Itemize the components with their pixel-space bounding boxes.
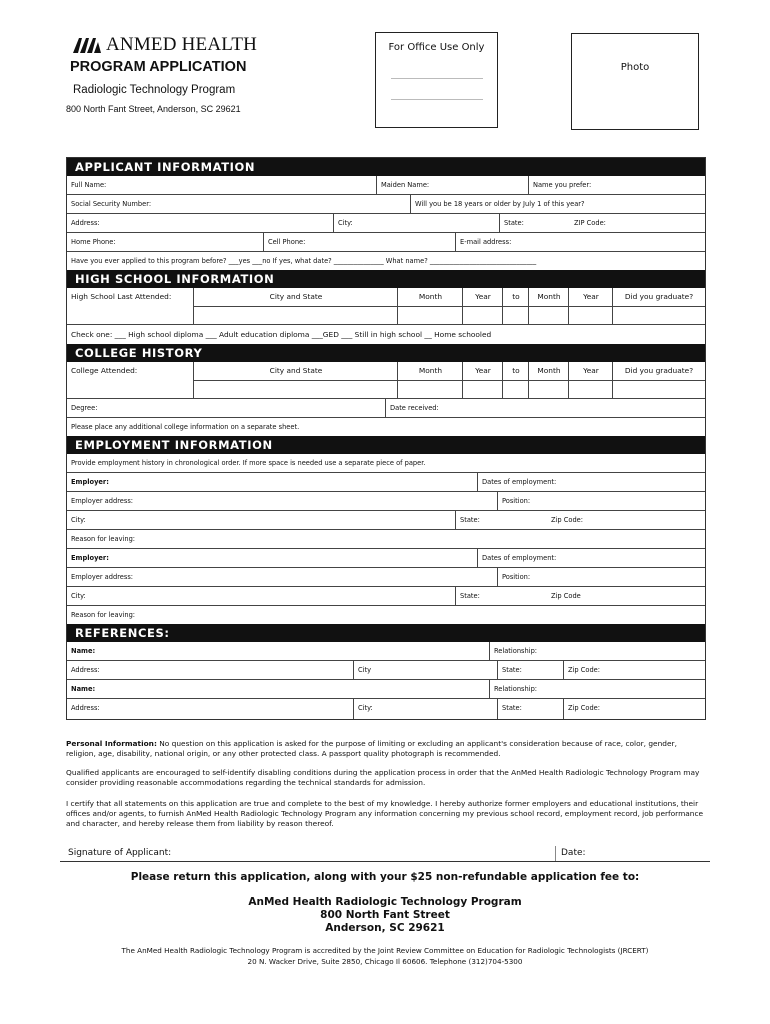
full-name-field[interactable]: Full Name: — [71, 180, 107, 189]
reference-2-zip-field[interactable]: Zip Code: — [563, 699, 705, 719]
section-header-college: COLLEGE HISTORY — [67, 344, 705, 362]
college-name-label: College Attended: — [71, 366, 138, 375]
hs-name-field[interactable] — [67, 288, 193, 324]
college-graduate-field[interactable] — [612, 362, 705, 398]
position-2-field[interactable]: Position: — [497, 568, 705, 586]
accreditation-line-2: 20 N. Wacker Drive, Suite 2850, Chicago Il 60606. Telephone (312)704-5300 — [247, 957, 523, 966]
employer-address-1-field[interactable]: Employer address: — [71, 496, 134, 505]
employer-address-2-field[interactable]: Employer address: — [71, 572, 134, 581]
city-field[interactable]: City: — [333, 214, 500, 232]
college-year2-label: Year — [583, 366, 599, 375]
signature-divider — [555, 846, 556, 861]
maiden-name-field[interactable]: Maiden Name: — [376, 176, 529, 194]
form-row — [67, 567, 705, 586]
hs-year-label: Year — [475, 292, 491, 301]
reference-2-state-field[interactable]: State: — [497, 699, 564, 719]
form-row — [67, 491, 705, 510]
signature-label: Signature of Applicant: — [68, 848, 172, 858]
applied-before-field[interactable]: Have you ever applied to this program before? ___yes ___no If yes, what date? _______________ What name? ________________________________ — [71, 256, 537, 265]
employer-city-1-field[interactable]: City: — [71, 515, 86, 524]
form-row — [67, 454, 705, 472]
employer-1-field[interactable]: Employer: — [71, 477, 109, 486]
reason-leaving-2-field[interactable]: Reason for leaving: — [71, 610, 136, 619]
reference-1-address-field[interactable]: Address: — [71, 665, 100, 674]
form-row — [67, 232, 705, 251]
college-city-state-label: City and State — [269, 366, 323, 375]
cell-phone-field[interactable]: Cell Phone: — [263, 233, 456, 251]
section-header-employment: EMPLOYMENT INFORMATION — [67, 436, 705, 454]
form-row — [67, 642, 705, 660]
address-field[interactable]: Address: — [71, 218, 100, 227]
reference-2-city-field[interactable]: City: — [353, 699, 498, 719]
form-row — [67, 417, 705, 436]
office-use-line — [391, 99, 483, 100]
hs-to-cell — [502, 288, 529, 324]
signature-line[interactable] — [60, 861, 710, 862]
personal-information-label: Personal Information: — [66, 739, 157, 748]
hs-end-month-field[interactable] — [528, 288, 569, 324]
reason-leaving-1-field[interactable]: Reason for leaving: — [71, 534, 136, 543]
hs-city-state-label: City and State — [269, 292, 323, 301]
form-row — [67, 472, 705, 491]
hs-name-label: High School Last Attended: — [71, 292, 172, 301]
ssn-field[interactable]: Social Security Number: — [71, 199, 152, 208]
date-received-field[interactable]: Date received: — [385, 399, 705, 417]
college-year-label: Year — [475, 366, 491, 375]
hs-start-year-field[interactable] — [462, 288, 503, 324]
hs-month2-label: Month — [537, 292, 561, 301]
employer-zip-2-field[interactable]: Zip Code — [551, 591, 581, 600]
college-start-year-field[interactable] — [462, 362, 503, 398]
state-field[interactable]: State: — [499, 214, 570, 232]
reference-2-relationship-field[interactable]: Relationship: — [489, 680, 705, 698]
office-use-label: For Office Use Only — [388, 42, 485, 53]
form-row — [67, 176, 705, 194]
employer-state-2-field[interactable]: State: — [455, 587, 546, 605]
reference-1-name-field[interactable]: Name: — [71, 646, 96, 655]
form-row — [67, 194, 705, 213]
form-row — [67, 510, 705, 529]
age-question-field[interactable]: Will you be 18 years or older by July 1 of this year? — [410, 195, 705, 213]
accreditation-line-1: The AnMed Health Radiologic Technology Program is accredited by the Joint Review Committee on Education for Radiologic Technologists (JRCERT) — [121, 946, 649, 955]
hs-graduate-field[interactable] — [612, 288, 705, 324]
reference-1-city-field[interactable]: City — [353, 661, 498, 679]
application-form — [66, 157, 706, 720]
personal-information-paragraph — [66, 739, 706, 759]
office-use-box — [375, 32, 498, 128]
form-row — [67, 548, 705, 567]
college-graduate-label: Did you graduate? — [624, 366, 694, 375]
hs-diploma-check-row[interactable]: Check one: ___ High school diploma ___ Adult education diploma ___GED ___ Still in high school __ Home schooled — [67, 324, 705, 344]
return-address-line-1: AnMed Health Radiologic Technology Program — [248, 896, 522, 908]
return-instructions: Please return this application, along with your $25 non-refundable application fee to: — [130, 871, 640, 883]
home-phone-field[interactable]: Home Phone: — [71, 237, 116, 246]
personal-information-text: No question on this application is asked for the purpose of limiting or excluding an applicant's consideration because of race, color, gender, religion, age, disability, national origin, or any other protected class. A passport quality photograph is recommended. — [66, 739, 677, 758]
hs-year2-label: Year — [583, 292, 599, 301]
reference-2-name-field[interactable]: Name: — [71, 684, 96, 693]
email-field[interactable]: E-mail address: — [455, 233, 705, 251]
form-row — [67, 529, 705, 548]
hs-start-month-field[interactable] — [397, 288, 463, 324]
reference-2-address-field[interactable]: Address: — [71, 703, 100, 712]
anmed-logo — [72, 34, 257, 56]
employer-state-1-field[interactable]: State: — [455, 511, 546, 529]
program-address: 800 North Fant Street, Anderson, SC 29621 — [66, 104, 241, 114]
employment-dates-2-field[interactable]: Dates of employment: — [477, 549, 705, 567]
reference-1-state-field[interactable]: State: — [497, 661, 564, 679]
form-row — [67, 251, 705, 270]
office-use-line — [391, 78, 483, 79]
college-to-cell — [502, 362, 529, 398]
employment-dates-1-field[interactable]: Dates of employment: — [477, 473, 705, 491]
college-end-year-field[interactable] — [568, 362, 613, 398]
employment-note: Provide employment history in chronological order. If more space is needed use a separate piece of paper. — [71, 458, 426, 467]
college-grid — [67, 362, 705, 398]
anmed-logo-icon — [72, 36, 102, 54]
college-name-field[interactable] — [67, 362, 193, 398]
college-city-state-field[interactable] — [193, 362, 398, 398]
form-row — [67, 213, 705, 232]
high-school-grid — [67, 288, 705, 324]
form-row — [67, 679, 705, 698]
photo-box — [571, 33, 699, 130]
degree-field[interactable]: Degree: — [71, 403, 98, 412]
photo-label: Photo — [620, 62, 650, 73]
certification-paragraph: I certify that all statements on this application are true and complete to the best of my knowledge. I hereby authorize former employers and educational institutions, their offices and/or agents, to furnish AnMed Health Radiologic Technology Program any information concerning my previous school record, employment record, job performance and character, and hereby release them from liability by reason thereof. — [66, 799, 704, 828]
hs-end-year-field[interactable] — [568, 288, 613, 324]
hs-to-label: to — [512, 292, 520, 301]
form-row — [67, 398, 705, 417]
accreditation-note — [0, 945, 770, 967]
college-start-month-field[interactable] — [397, 362, 463, 398]
college-to-label: to — [512, 366, 520, 375]
hs-city-state-field[interactable] — [193, 288, 398, 324]
employer-zip-1-field[interactable]: Zip Code: — [551, 515, 584, 524]
college-note: Please place any additional college information on a separate sheet. — [71, 422, 300, 431]
section-header-high-school: HIGH SCHOOL INFORMATION — [67, 270, 705, 288]
accommodation-paragraph: Qualified applicants are encouraged to self-identify disabling conditions during the application process in order that the AnMed Health Radiologic Technology Program may consider providing reasonable accommodations regarding the technical standards for admission. — [66, 768, 700, 787]
section-header-references: REFERENCES: — [67, 624, 705, 642]
hs-graduate-label: Did you graduate? — [624, 292, 694, 301]
page-title: PROGRAM APPLICATION — [70, 59, 247, 75]
form-row — [67, 698, 705, 719]
employer-2-field[interactable]: Employer: — [71, 553, 109, 562]
reference-1-zip-field[interactable]: Zip Code: — [563, 661, 705, 679]
position-1-field[interactable]: Position: — [497, 492, 705, 510]
preferred-name-field[interactable]: Name you prefer: — [528, 176, 705, 194]
date-label: Date: — [561, 848, 586, 858]
employer-city-2-field[interactable]: City: — [71, 591, 86, 600]
form-row — [67, 660, 705, 679]
form-row — [67, 605, 705, 624]
zip-field[interactable]: ZIP Code: — [574, 218, 606, 227]
return-address-line-3: Anderson, SC 29621 — [325, 922, 445, 934]
college-end-month-field[interactable] — [528, 362, 569, 398]
college-month-label: Month — [418, 366, 443, 375]
reference-1-relationship-field[interactable]: Relationship: — [489, 642, 705, 660]
college-month2-label: Month — [537, 366, 561, 375]
return-address-line-2: 800 North Fant Street — [320, 909, 450, 921]
form-row — [67, 586, 705, 605]
hs-month-label: Month — [418, 292, 443, 301]
section-header-applicant: APPLICANT INFORMATION — [67, 158, 705, 176]
logo-text: ANMED HEALTH — [106, 34, 258, 55]
program-name: Radiologic Technology Program — [73, 84, 236, 96]
